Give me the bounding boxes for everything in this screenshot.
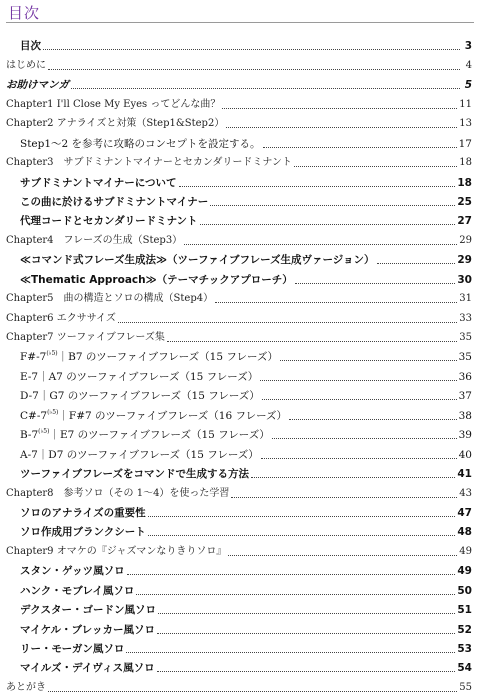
toc-entry[interactable] — [0, 577, 480, 596]
toc-entry-label: Chapter4 フレーズの生成（Step3） — [6, 234, 183, 246]
toc-entry-page-number: 50 — [457, 584, 472, 597]
toc-entry-page-number: 49 — [459, 545, 472, 557]
toc-entry[interactable] — [0, 286, 480, 305]
toc-entry-page-number: 11 — [459, 98, 472, 110]
toc-entry[interactable] — [0, 189, 480, 208]
toc-entry[interactable] — [0, 111, 480, 130]
toc-entry[interactable] — [0, 247, 480, 266]
toc-entry-label: ≪Thematic Approach≫（テーマチックアプローチ） — [20, 273, 293, 286]
dot-leader — [377, 263, 456, 264]
toc-entry-page-number: 3 — [464, 40, 472, 53]
toc-entry-label: ツーファイブフレーズをコマンドで生成する方法 — [20, 468, 250, 481]
toc-entry-label: デクスター・ゴードン風ソロ — [20, 604, 156, 617]
toc-entry-page-number: 40 — [458, 448, 472, 461]
dot-leader — [157, 633, 455, 634]
toc-entry-label: Chapter8 参考ソロ（その 1～4）を使った学習 — [6, 487, 230, 499]
toc-entry-page-number: 13 — [459, 118, 472, 130]
toc-entry-page-number: 48 — [457, 526, 472, 539]
toc-entry[interactable] — [0, 538, 480, 557]
toc-entry-page-number: 49 — [457, 565, 472, 578]
toc-entry-title: ｜B7 のツーファイブフレーズ（15 フレーズ） — [57, 351, 278, 364]
toc-entry-label: Chapter1 I'll Close My Eyes ってどんな曲？ — [6, 98, 221, 110]
toc-entry-label: Chapter6 エクササイズ — [6, 312, 116, 324]
toc-entry-page-number: 36 — [458, 370, 472, 383]
toc-entry[interactable] — [0, 500, 480, 519]
toc-entry-page-number: 5 — [464, 79, 472, 92]
toc-entry-title: ｜F#7 のツーファイブフレーズ（16 フレーズ） — [58, 409, 288, 422]
toc-entry[interactable] — [0, 363, 480, 382]
toc-entry[interactable] — [0, 402, 480, 421]
toc-entry-page-number: 33 — [459, 312, 472, 324]
toc-entry[interactable] — [0, 480, 480, 499]
toc-entry-label: ソロのアナライズの重要性 — [20, 506, 146, 519]
toc-entry[interactable] — [0, 344, 480, 363]
toc-entry[interactable] — [0, 461, 480, 480]
toc-entry-page-number: 41 — [457, 468, 472, 481]
toc-entry-page-number: 52 — [457, 623, 472, 636]
toc-entry-page-number: 25 — [457, 195, 472, 208]
toc-entry-label: D-7｜G7 のツーファイブフレーズ（15 フレーズ） — [20, 390, 260, 403]
toc-entry-label: この曲に於けるサブドミナントマイナー — [20, 195, 209, 208]
toc-entry-page-number: 35 — [458, 351, 472, 364]
toc-entry-page-number: 47 — [457, 506, 472, 519]
toc-entry[interactable] — [0, 616, 480, 635]
toc-entry-page-number: 18 — [459, 157, 472, 169]
toc-entry[interactable] — [0, 519, 480, 538]
dot-leader — [118, 322, 457, 323]
dot-leader — [167, 341, 457, 342]
dot-leader — [48, 69, 460, 70]
toc-entry[interactable] — [0, 72, 480, 91]
toc-entry-page-number: 29 — [459, 234, 472, 246]
toc-entry[interactable] — [0, 325, 480, 344]
toc-entry-page-number: 17 — [458, 137, 472, 150]
toc-entry-chord-superscript: (♭5) — [47, 408, 59, 416]
toc-entry-label: スタン・ゲッツ風ソロ — [20, 565, 125, 578]
dot-leader — [280, 360, 457, 361]
toc-entry-page-number: 29 — [457, 254, 472, 267]
toc-entry-page-number: 43 — [459, 487, 472, 499]
dot-leader — [263, 147, 457, 148]
toc-entry-chord-superscript: (♭5) — [38, 428, 50, 436]
toc-entry[interactable] — [0, 441, 480, 460]
toc-entry[interactable] — [0, 208, 480, 227]
dot-leader — [262, 399, 457, 400]
dot-leader — [127, 574, 456, 575]
toc-entry-page-number: 55 — [459, 681, 472, 693]
toc-entry-chord: B-7 — [20, 429, 39, 442]
dot-leader — [261, 458, 457, 459]
toc-entry-page-number: 51 — [457, 604, 472, 617]
toc-entry[interactable] — [0, 52, 480, 71]
dot-leader — [228, 555, 457, 556]
dot-leader — [148, 516, 456, 517]
toc-entry[interactable] — [0, 636, 480, 655]
toc-entry-label: Chapter9 オマケの『ジャズマンなりきりソロ』 — [6, 545, 227, 557]
toc-entry-page-number: 31 — [459, 293, 472, 305]
toc-entry-chord: F#-7 — [20, 351, 47, 364]
dot-leader — [71, 88, 460, 89]
dot-leader — [126, 652, 455, 653]
dot-leader — [222, 108, 457, 109]
toc-entry[interactable] — [0, 33, 480, 52]
toc-entry-label: ハンク・モブレイ風ソロ — [20, 584, 135, 597]
dot-leader — [179, 186, 456, 187]
toc-entry-page-number: 37 — [458, 390, 472, 403]
toc-entry-chord-superscript: (♭5) — [46, 350, 58, 358]
toc-entry[interactable] — [0, 383, 480, 402]
toc-entry-label: Chapter2 アナライズと対策（Step1&Step2） — [6, 118, 225, 130]
toc-entry-page-number: 30 — [457, 273, 472, 286]
dot-leader — [272, 438, 457, 439]
dot-leader — [294, 166, 457, 167]
dot-leader — [157, 671, 456, 672]
toc-entry[interactable] — [0, 169, 480, 188]
toc-entry-label: お助けマンガ — [6, 79, 69, 92]
toc-entry-page-number: 4 — [465, 59, 472, 71]
dot-leader — [215, 302, 457, 303]
toc-entry[interactable] — [0, 91, 480, 110]
toc-entry-label: はじめに — [6, 59, 46, 71]
toc-entry-label: 目次 — [20, 40, 41, 53]
dot-leader — [43, 49, 460, 50]
toc-entry-label: 代理コードとセカンダリードミナント — [20, 215, 198, 228]
dot-leader — [210, 205, 455, 206]
toc-entry-page-number: 38 — [458, 409, 472, 422]
toc-entry-label: A-7｜D7 のツーファイブフレーズ（15 フレーズ） — [20, 448, 259, 461]
toc-entry-label: ソロ作成用ブランクシート — [20, 526, 146, 539]
toc-entry[interactable] — [0, 558, 480, 577]
toc-entry-page-number: 54 — [457, 662, 472, 675]
dot-leader — [200, 224, 456, 225]
toc-entry[interactable] — [0, 266, 480, 285]
dot-leader — [226, 127, 457, 128]
page-title: 目次 — [8, 4, 41, 22]
dot-leader — [136, 594, 455, 595]
toc-entry-label: E-7｜A7 のツーファイブフレーズ（15 フレーズ） — [20, 370, 259, 383]
dot-leader — [184, 244, 457, 245]
toc-entry[interactable] — [0, 150, 480, 169]
toc-entry[interactable] — [0, 597, 480, 616]
toc-entry-label: Chapter5 曲の構造とソロの構成（Step4） — [6, 293, 214, 305]
toc-entry-page-number: 27 — [457, 215, 472, 228]
toc-entry-chord: C#-7 — [20, 409, 48, 422]
toc-entry-label: Chapter3 サブドミナントマイナーとセカンダリードミナント — [6, 157, 292, 169]
toc-entry-page-number: 18 — [457, 176, 472, 189]
dot-leader — [48, 691, 457, 692]
toc-entry-title: ｜E7 のツーファイブフレーズ（15 フレーズ） — [49, 429, 270, 442]
dot-leader — [231, 497, 457, 498]
toc-entry-label — [20, 410, 287, 422]
toc-entry-label: ≪コマンド式フレーズ生成法≫（ツーファイブフレーズ生成ヴァージョン） — [20, 254, 375, 267]
toc-entry-label: サブドミナントマイナーについて — [20, 176, 177, 189]
toc-entry[interactable] — [0, 305, 480, 324]
toc-entry-label: マイルズ・デイヴィス風ソロ — [20, 662, 155, 675]
toc-entry-label: マイケル・ブレッカー風ソロ — [20, 623, 156, 636]
toc-entry-page-number: 39 — [458, 429, 472, 442]
toc-entry-label: あとがき — [6, 681, 46, 693]
toc-entry-label — [20, 429, 270, 441]
toc-entry-label: リー・モーガン風ソロ — [20, 643, 125, 655]
toc-list — [0, 33, 480, 694]
toc-entry-page-number: 53 — [457, 643, 472, 655]
toc-entry-label: Step1〜2 を参考に攻略のコンセプトを設定する。 — [20, 137, 261, 150]
dot-leader — [260, 380, 456, 381]
toc-entry[interactable] — [0, 227, 480, 246]
toc-entry-label: Chapter7 ツーファイブフレーズ集 — [6, 332, 165, 343]
dot-leader — [158, 613, 455, 614]
toc-entry[interactable] — [0, 130, 480, 149]
toc-entry[interactable] — [0, 422, 480, 441]
dot-leader — [148, 535, 456, 536]
dot-leader — [295, 283, 456, 284]
toc-entry-label — [20, 351, 278, 363]
toc-entry[interactable] — [0, 655, 480, 674]
toc-entry-page-number: 35 — [459, 332, 472, 343]
toc-entry[interactable] — [0, 674, 480, 693]
dot-leader — [289, 419, 457, 420]
dot-leader — [251, 477, 455, 478]
title-divider — [6, 22, 474, 23]
